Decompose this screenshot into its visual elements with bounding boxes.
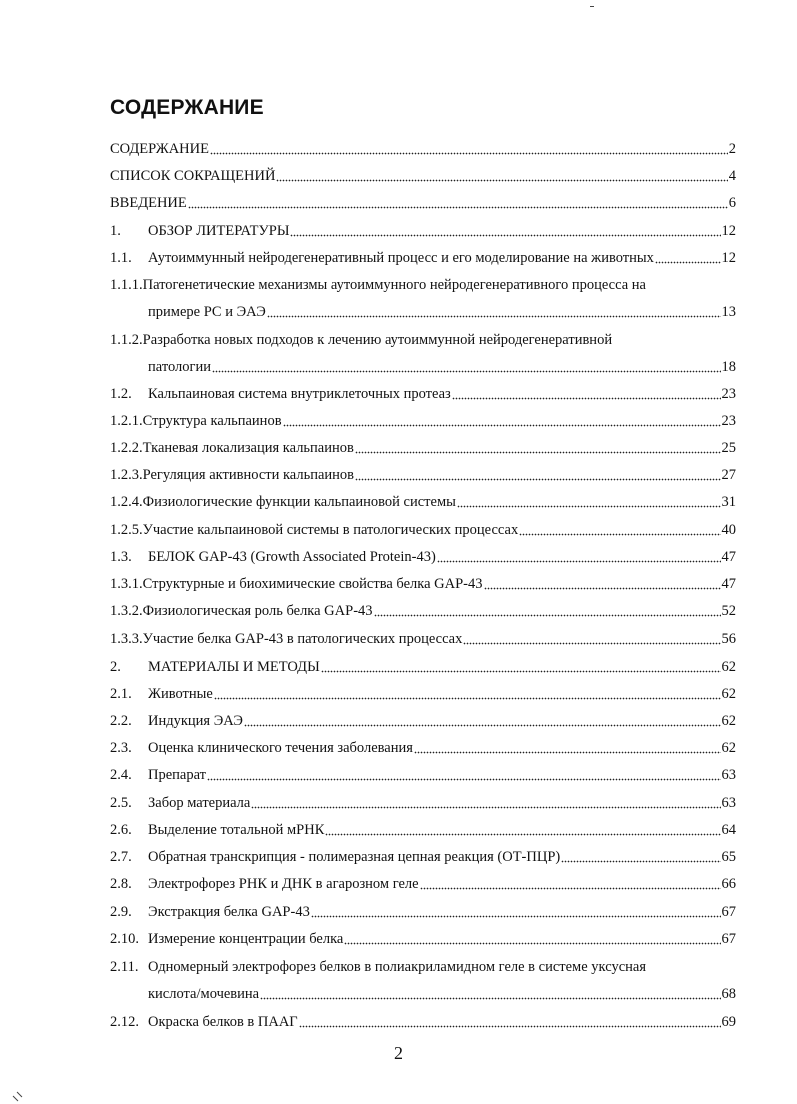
toc-entry-page: 62 <box>721 740 736 756</box>
dot-leader <box>214 686 721 700</box>
toc-entry-number: 1.2.4. <box>110 494 143 510</box>
toc-entry-label: Выделение тотальной мРНК <box>148 822 325 838</box>
toc-entry-continuation[interactable] <box>110 356 736 376</box>
scan-artifact <box>13 1096 19 1102</box>
toc-entry-number: 1. <box>110 223 121 239</box>
toc-entry[interactable] <box>110 247 736 267</box>
toc-entry[interactable] <box>110 628 736 648</box>
toc-entry-number: 2.7. <box>110 849 132 865</box>
toc-entry-page: 31 <box>721 494 736 510</box>
toc-entry[interactable] <box>110 274 736 294</box>
toc-entry-label: Аутоиммунный нейродегенеративный процесс и его моделирование на животных <box>148 250 654 266</box>
scan-artifact <box>590 6 594 7</box>
dot-leader <box>655 250 721 264</box>
dot-leader <box>212 359 721 373</box>
toc-entry[interactable] <box>110 1011 736 1031</box>
toc-entry-label: Электрофорез РНК и ДНК в агарозном геле <box>148 876 419 892</box>
dot-leader <box>210 141 728 155</box>
toc-entry[interactable] <box>110 792 736 812</box>
toc-entry-label: Физиологическая роль белка GAP-43 <box>142 603 373 619</box>
toc-entry-number: 2.3. <box>110 740 132 756</box>
toc-entry-label: Экстракция белка GAP-43 <box>148 904 310 920</box>
toc-entry-number: 1.3. <box>110 549 132 565</box>
toc-entry-label: Кальпаиновая система внутриклеточных протеаз <box>148 386 451 402</box>
toc-entry-number: 1.2. <box>110 386 132 402</box>
toc-entry-page: 6 <box>728 195 736 211</box>
toc-entry-number: 2.9. <box>110 904 132 920</box>
toc-entry[interactable] <box>110 410 736 430</box>
dot-leader <box>283 413 721 427</box>
page-title: СОДЕРЖАНИЕ <box>110 96 264 119</box>
toc-entry[interactable] <box>110 573 736 593</box>
toc-entry-page: 63 <box>721 767 736 783</box>
toc-entry-page: 23 <box>721 386 736 402</box>
toc-entry-number: 1.1.2. <box>110 332 143 348</box>
toc-entry[interactable] <box>110 846 736 866</box>
dot-leader <box>244 713 721 727</box>
toc-entry-label: Патогенетические механизмы аутоиммунного нейродегенеративного процесса на <box>142 277 646 293</box>
toc-entry-page: 18 <box>721 359 736 375</box>
toc-entry-page: 12 <box>721 223 736 239</box>
dot-leader <box>325 822 720 836</box>
dot-leader <box>321 659 721 673</box>
toc-entry-number: 2.8. <box>110 876 132 892</box>
toc-entry-label: Тканевая локализация кальпаинов <box>142 440 354 456</box>
toc-entry-continuation[interactable] <box>110 983 736 1003</box>
toc-entry-label: Оценка клинического течения заболевания <box>148 740 413 756</box>
toc-entry[interactable] <box>110 165 736 185</box>
toc-entry-label: Окраска белков в ПААГ <box>148 1014 298 1030</box>
toc-entry-label: Измерение концентрации белка <box>148 931 344 947</box>
toc-entry[interactable] <box>110 901 736 921</box>
toc-entry-page: 65 <box>721 849 736 865</box>
toc-entry[interactable] <box>110 437 736 457</box>
toc-entry-label: МАТЕРИАЛЫ И МЕТОДЫ <box>148 659 320 675</box>
toc-entry-label: Животные <box>148 686 213 702</box>
toc-entry[interactable] <box>110 546 736 566</box>
toc-entry-page: 13 <box>721 304 736 320</box>
toc-entry-page: 4 <box>728 168 736 184</box>
toc-entry-label: Регуляция активности кальпаинов <box>142 467 355 483</box>
toc-entry-page: 52 <box>721 603 736 619</box>
toc-entry-label: ОБЗОР ЛИТЕРАТУРЫ <box>148 223 290 239</box>
toc-entry[interactable] <box>110 710 736 730</box>
toc-entry-label: Препарат <box>148 767 206 783</box>
toc-entry[interactable] <box>110 683 736 703</box>
dot-leader <box>484 576 721 590</box>
toc-entry-page: 62 <box>721 659 736 675</box>
toc-entry-label: Участие кальпаиновой системы в патологических процессах <box>142 522 519 538</box>
toc-entry-number: 2.5. <box>110 795 132 811</box>
toc-entry-label: Обратная транскрипция - полимеразная цепная реакция (ОТ-ПЦР) <box>148 849 561 865</box>
dot-leader <box>267 304 721 318</box>
toc-entry-page: 69 <box>721 1014 736 1030</box>
toc-entry-label: Забор материала <box>148 795 251 811</box>
scan-artifact <box>17 1092 23 1098</box>
toc-entry[interactable] <box>110 600 736 620</box>
toc-entry-number: 1.2.2. <box>110 440 143 456</box>
toc-entry-page: 47 <box>721 549 736 565</box>
toc-entry-number: 2.12. <box>110 1014 139 1030</box>
toc-entry[interactable] <box>110 329 736 349</box>
toc-entry-number: 1.2.3. <box>110 467 143 483</box>
toc-entry-page: 25 <box>721 440 736 456</box>
toc-entry-page: 67 <box>721 931 736 947</box>
toc-entry-number: 1.1. <box>110 250 132 266</box>
toc-entry-page: 64 <box>721 822 736 838</box>
toc-entry-number: 1.3.1. <box>110 576 143 592</box>
toc-entry-number: 2.4. <box>110 767 132 783</box>
dot-leader <box>290 223 720 237</box>
dot-leader <box>561 849 720 863</box>
toc-entry[interactable] <box>110 464 736 484</box>
dot-leader <box>299 1014 721 1028</box>
toc-entry-label: ВВЕДЕНИЕ <box>110 195 187 211</box>
dot-leader <box>251 795 720 809</box>
toc-entry-label: СПИСОК СОКРАЩЕНИЙ <box>110 168 276 184</box>
toc-entry[interactable] <box>110 192 736 212</box>
toc-entry[interactable] <box>110 764 736 784</box>
toc-entry[interactable] <box>110 928 736 948</box>
toc-entry-label: Структурные и биохимические свойства белка GAP-43 <box>142 576 483 592</box>
dot-leader <box>188 195 728 209</box>
toc-entry-label: СОДЕРЖАНИЕ <box>110 141 209 157</box>
dot-leader <box>260 986 720 1000</box>
dot-leader <box>519 522 720 536</box>
toc-entry-number: 1.2.1. <box>110 413 143 429</box>
dot-leader <box>452 386 721 400</box>
toc-entry-page: 67 <box>721 904 736 920</box>
toc-entry-page: 12 <box>721 250 736 266</box>
toc-entry-label: БЕЛОК GAP-43 (Growth Associated Protein-43) <box>148 549 436 565</box>
toc-entry[interactable] <box>110 138 736 158</box>
toc-entry-page: 47 <box>721 576 736 592</box>
toc-entry-page: 68 <box>721 986 736 1002</box>
toc-entry[interactable] <box>110 873 736 893</box>
toc-entry-page: 62 <box>721 713 736 729</box>
toc-entry-page: 40 <box>721 522 736 538</box>
toc-entry-page: 63 <box>721 795 736 811</box>
toc-entry-number: 2.2. <box>110 713 132 729</box>
dot-leader <box>420 876 721 890</box>
toc-entry[interactable] <box>110 383 736 403</box>
dot-leader <box>355 467 720 481</box>
toc-entry-continuation[interactable] <box>110 301 736 321</box>
dot-leader <box>414 740 721 754</box>
toc-entry-page: 2 <box>728 141 736 157</box>
toc-entry[interactable] <box>110 491 736 511</box>
toc-entry[interactable] <box>110 737 736 757</box>
toc-entry-page: 66 <box>721 876 736 892</box>
toc-entry-number: 2.10. <box>110 931 139 947</box>
dot-leader <box>437 549 721 563</box>
toc-entry-page: 27 <box>721 467 736 483</box>
dot-leader <box>207 767 721 781</box>
toc-entry-number: 2.6. <box>110 822 132 838</box>
toc-entry-label-continued: патологии <box>148 359 211 375</box>
toc-entry-number: 2.1. <box>110 686 132 702</box>
dot-leader <box>374 603 721 617</box>
toc-entry-label: Структура кальпаинов <box>142 413 282 429</box>
dot-leader <box>344 931 720 945</box>
toc-entry-number: 1.1.1. <box>110 277 143 293</box>
dot-leader <box>355 440 721 454</box>
toc-entry-number: 2. <box>110 659 121 675</box>
toc-entry[interactable] <box>110 956 736 976</box>
dot-leader <box>311 904 721 918</box>
toc-entry-label: Участие белка GAP-43 в патологических процессах <box>142 631 463 647</box>
toc-entry[interactable] <box>110 519 736 539</box>
toc-entry[interactable] <box>110 220 736 240</box>
toc-entry-number: 1.3.3. <box>110 631 143 647</box>
toc-entry-label-continued: примере РС и ЭАЭ <box>148 304 266 320</box>
toc-entry[interactable] <box>110 656 736 676</box>
toc-entry-label: Разработка новых подходов к лечению аутоиммунной нейродегенеративной <box>142 332 613 348</box>
toc-entry-label: Индукция ЭАЭ <box>148 713 243 729</box>
toc-entry-label: Физиологические функции кальпаиновой системы <box>142 494 456 510</box>
dot-leader <box>457 494 721 508</box>
toc-entry-label-continued: кислота/мочевина <box>148 986 260 1002</box>
toc-entry[interactable] <box>110 819 736 839</box>
dot-leader <box>276 168 727 182</box>
dot-leader <box>463 631 720 645</box>
toc-entry-page: 23 <box>721 413 736 429</box>
toc-entry-number: 1.2.5. <box>110 522 143 538</box>
page-number: 2 <box>394 1043 403 1063</box>
toc-entry-label: Одномерный электрофорез белков в полиакриламидном геле в системе уксусная <box>148 959 647 975</box>
toc-entry-number: 2.11. <box>110 959 139 975</box>
toc-entry-page: 56 <box>721 631 736 647</box>
toc-entry-page: 62 <box>721 686 736 702</box>
toc-entry-number: 1.3.2. <box>110 603 143 619</box>
